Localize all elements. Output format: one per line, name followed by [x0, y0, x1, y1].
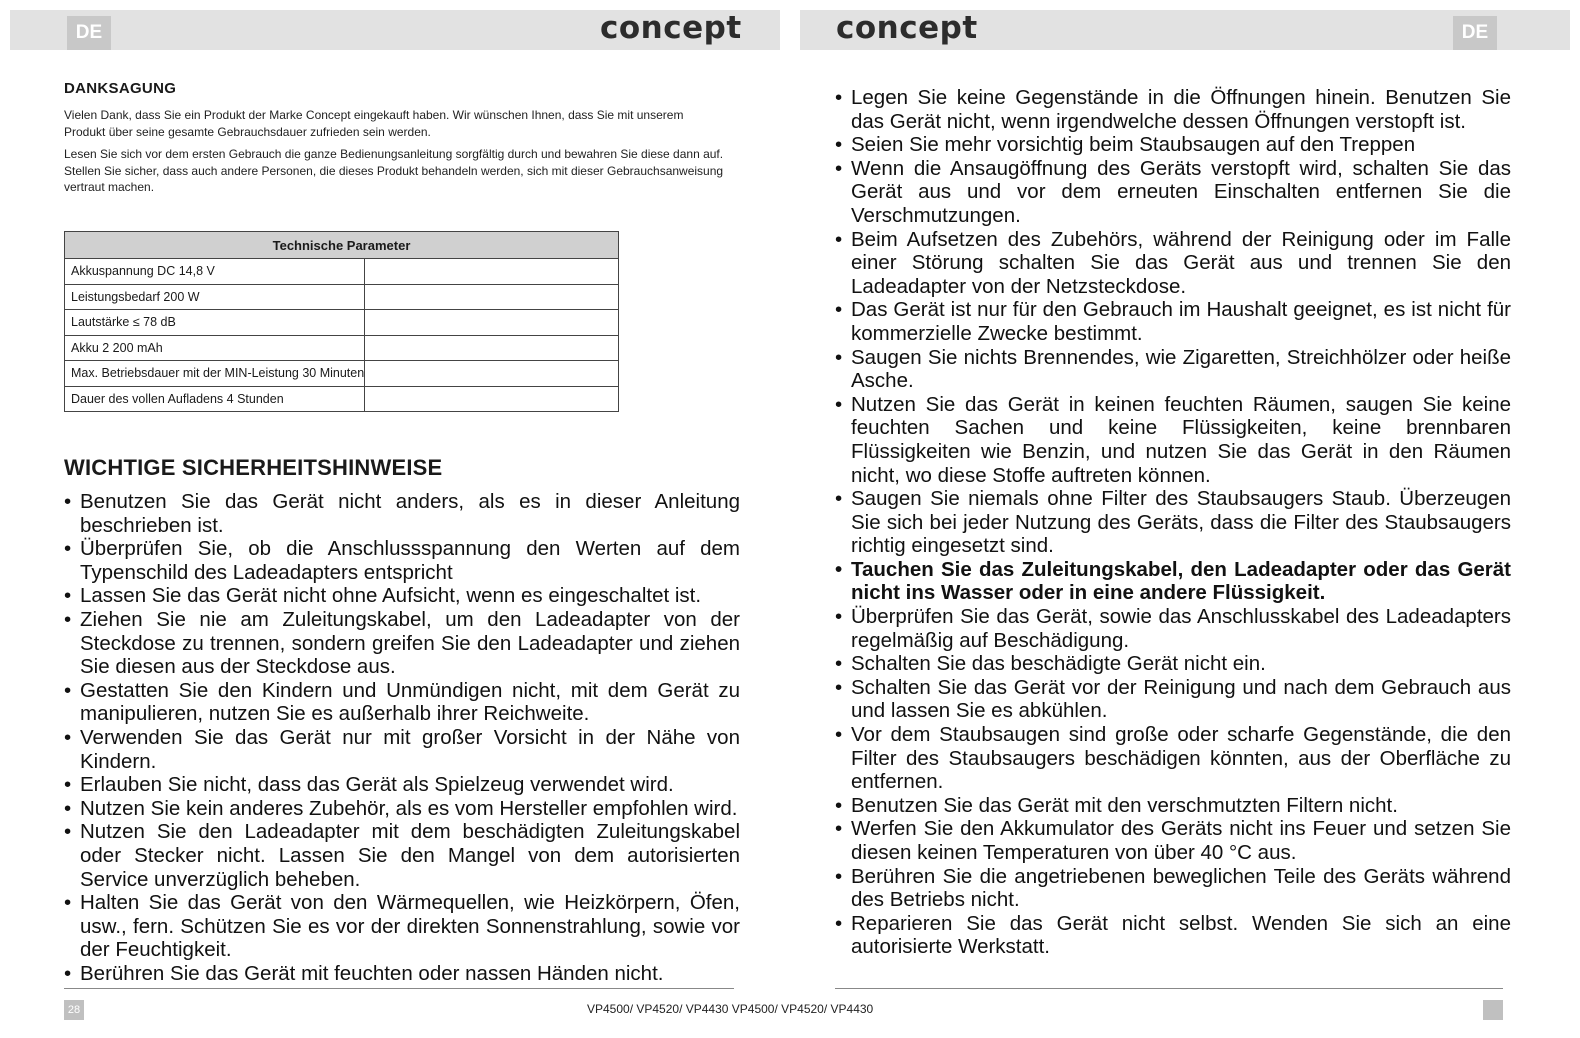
table-cell-empty	[365, 284, 619, 310]
table-cell-empty	[365, 386, 619, 412]
list-item: • Berühren Sie die angetriebenen beweglichen Teile des Geräts während des Betriebs nicht.	[835, 865, 1511, 912]
list-item-emphasized: • Tauchen Sie das Zuleitungskabel, den Ladeadapter oder das Gerät nicht ins Wasser oder in eine andere Flüssigkeit.	[835, 558, 1511, 605]
list-item: • Gestatten Sie den Kindern und Unmündigen nicht, mit dem Gerät zu manipulieren, nutzen Sie es außerhalb ihrer Reichweite.	[64, 679, 740, 726]
list-item: • Überprüfen Sie, ob die Anschlussspannung den Werten auf dem Typenschild des Ladeadapters entspricht	[64, 537, 740, 584]
safety-rules-list-right	[835, 86, 1511, 959]
table-cell-empty	[365, 335, 619, 361]
table-cell: Akkuspannung DC 14,8 V	[65, 259, 365, 285]
list-item: • Erlauben Sie nicht, dass das Gerät als Spielzeug verwendet wird.	[64, 773, 740, 797]
page-number-right	[1483, 1000, 1503, 1020]
list-item: • Wenn die Ansaugöffnung des Geräts verstopft wird, schalten Sie das Gerät aus und vor dem erneuten Einschalten entfernen Sie die Verschmutzungen.	[835, 157, 1511, 228]
list-item: • Benutzen Sie das Gerät mit den verschmutzten Filtern nicht.	[835, 794, 1511, 818]
table-cell: Lautstärke ≤ 78 dB	[65, 310, 365, 336]
table-cell: Akku 2 200 mAh	[65, 335, 365, 361]
safety-rules-list-left	[64, 490, 740, 985]
table-row	[65, 361, 619, 387]
table-row	[65, 259, 619, 285]
list-item: • Beim Aufsetzen des Zubehörs, während der Reinigung oder im Falle einer Störung schalten Sie das Gerät aus und trennen Sie den Ladeadapter von der Netzsteckdose.	[835, 228, 1511, 299]
table-cell-empty	[365, 361, 619, 387]
list-item: • Saugen Sie nichts Brennendes, wie Zigaretten, Streichhölzer oder heiße Asche.	[835, 346, 1511, 393]
safety-instructions-title: WICHTIGE SICHERHEITSHINWEISE	[64, 455, 443, 480]
list-item: • Werfen Sie den Akkumulator des Geräts nicht ins Feuer und setzen Sie diesen keinen Temperaturen von über 40 °C aus.	[835, 817, 1511, 864]
list-item: • Vor dem Staubsaugen sind große oder scharfe Gegenstände, die den Filter des Staubsaugers beschädigen könnten, aus der Oberfläche zu entfernen.	[835, 723, 1511, 794]
brand-logo-right: concept	[836, 10, 978, 46]
table-row	[65, 386, 619, 412]
list-item: • Saugen Sie niemals ohne Filter des Staubsaugers Staub. Überzeugen Sie sich bei jeder Nutzung des Geräts, dass die Filter des Staubsaugers richtig eingesetzt sind.	[835, 487, 1511, 558]
list-item: • Seien Sie mehr vorsichtig beim Staubsaugen auf den Treppen	[835, 133, 1511, 157]
list-item: • Nutzen Sie kein anderes Zubehör, als es vom Hersteller empfohlen wird.	[64, 797, 740, 821]
list-item: • Ziehen Sie nie am Zuleitungskabel, um den Ladeadapter von der Steckdose zu trennen, sondern greifen Sie den Ladeadapter und ziehen Sie diesen aus der Steckdose aus.	[64, 608, 740, 679]
table-cell-empty	[365, 310, 619, 336]
table-title: Technische Parameter	[65, 232, 619, 259]
table-cell-empty	[365, 259, 619, 285]
list-item: • Berühren Sie das Gerät mit feuchten oder nassen Händen nicht.	[64, 962, 740, 986]
page-number-left: 28	[64, 1000, 84, 1020]
list-item: • Überprüfen Sie das Gerät, sowie das Anschlusskabel des Ladeadapters regelmäßig auf Beschädigung.	[835, 605, 1511, 652]
footer-model-numbers: VP4500/ VP4520/ VP4430 VP4500/ VP4520/ VP4430	[587, 1002, 874, 1016]
list-item: • Schalten Sie das beschädigte Gerät nicht ein.	[835, 652, 1511, 676]
footer-divider-left	[64, 988, 734, 989]
table-row	[65, 335, 619, 361]
language-badge-left: DE	[67, 16, 111, 50]
table-cell: Dauer des vollen Aufladens 4 Stunden	[65, 386, 365, 412]
list-item: • Halten Sie das Gerät von den Wärmequellen, wie Heizkörpern, Öfen, usw., fern. Schützen Sie es vor der direkten Sonnenstrahlung, sowie vor der Feuchtigkeit.	[64, 891, 740, 962]
table-row	[65, 284, 619, 310]
list-item: • Schalten Sie das Gerät vor der Reinigung und nach dem Gebrauch aus und lassen Sie es abkühlen.	[835, 676, 1511, 723]
technical-parameters-table	[64, 231, 619, 412]
brand-logo-left: concept	[600, 10, 742, 46]
table-cell: Max. Betriebsdauer mit der MIN-Leistung 30 Minuten	[65, 361, 365, 387]
list-item: • Benutzen Sie das Gerät nicht anders, als es in dieser Anleitung beschrieben ist.	[64, 490, 740, 537]
acknowledgement-title: DANKSAGUNG	[64, 80, 177, 97]
footer-divider-right	[835, 988, 1503, 989]
list-item: • Verwenden Sie das Gerät nur mit großer Vorsicht in der Nähe von Kindern.	[64, 726, 740, 773]
language-badge-right: DE	[1453, 16, 1497, 50]
list-item: • Reparieren Sie das Gerät nicht selbst. Wenden Sie sich an eine autorisierte Werkstatt.	[835, 912, 1511, 959]
list-item: • Das Gerät ist nur für den Gebrauch im Haushalt geeignet, es ist nicht für kommerzielle Zwecke bestimmt.	[835, 298, 1511, 345]
list-item: • Nutzen Sie das Gerät in keinen feuchten Räumen, saugen Sie keine feuchten Sachen und keine Flüssigkeiten, keine brennbaren Flüssigkeiten wie Benzin, und nutzen Sie das Gerät in den Räumen nicht, wo diese Stoffe auftreten können.	[835, 393, 1511, 487]
table-row	[65, 310, 619, 336]
left-page	[64, 80, 744, 985]
acknowledgement-paragraph: Lesen Sie sich vor dem ersten Gebrauch die ganze Bedienungsanleitung sorgfältig durch und bewahren Sie diese dann auf. Stellen Sie sicher, dass auch andere Personen, die dieses Produkt behandeln werden, sich mit dieser Gebrauchsanweisung vertraut machen.	[64, 147, 724, 194]
list-item: • Nutzen Sie den Ladeadapter mit dem beschädigten Zuleitungskabel oder Stecker nicht. Lassen Sie den Mangel von dem autorisierten Service unverzüglich beheben.	[64, 820, 740, 891]
list-item: • Lassen Sie das Gerät nicht ohne Aufsicht, wenn es eingeschaltet ist.	[64, 584, 740, 608]
acknowledgement-paragraph: Vielen Dank, dass Sie ein Produkt der Marke Concept eingekauft haben. Wir wünschen Ihnen, dass Sie mit unserem Produkt über seine gesamte Gebrauchsdauer zufrieden sein werden.	[64, 108, 684, 139]
list-item: • Legen Sie keine Gegenstände in die Öffnungen hinein. Benutzen Sie das Gerät nicht, wenn irgendwelche dessen Öffnungen verstopft ist.	[835, 86, 1511, 133]
table-cell: Leistungsbedarf 200 W	[65, 284, 365, 310]
